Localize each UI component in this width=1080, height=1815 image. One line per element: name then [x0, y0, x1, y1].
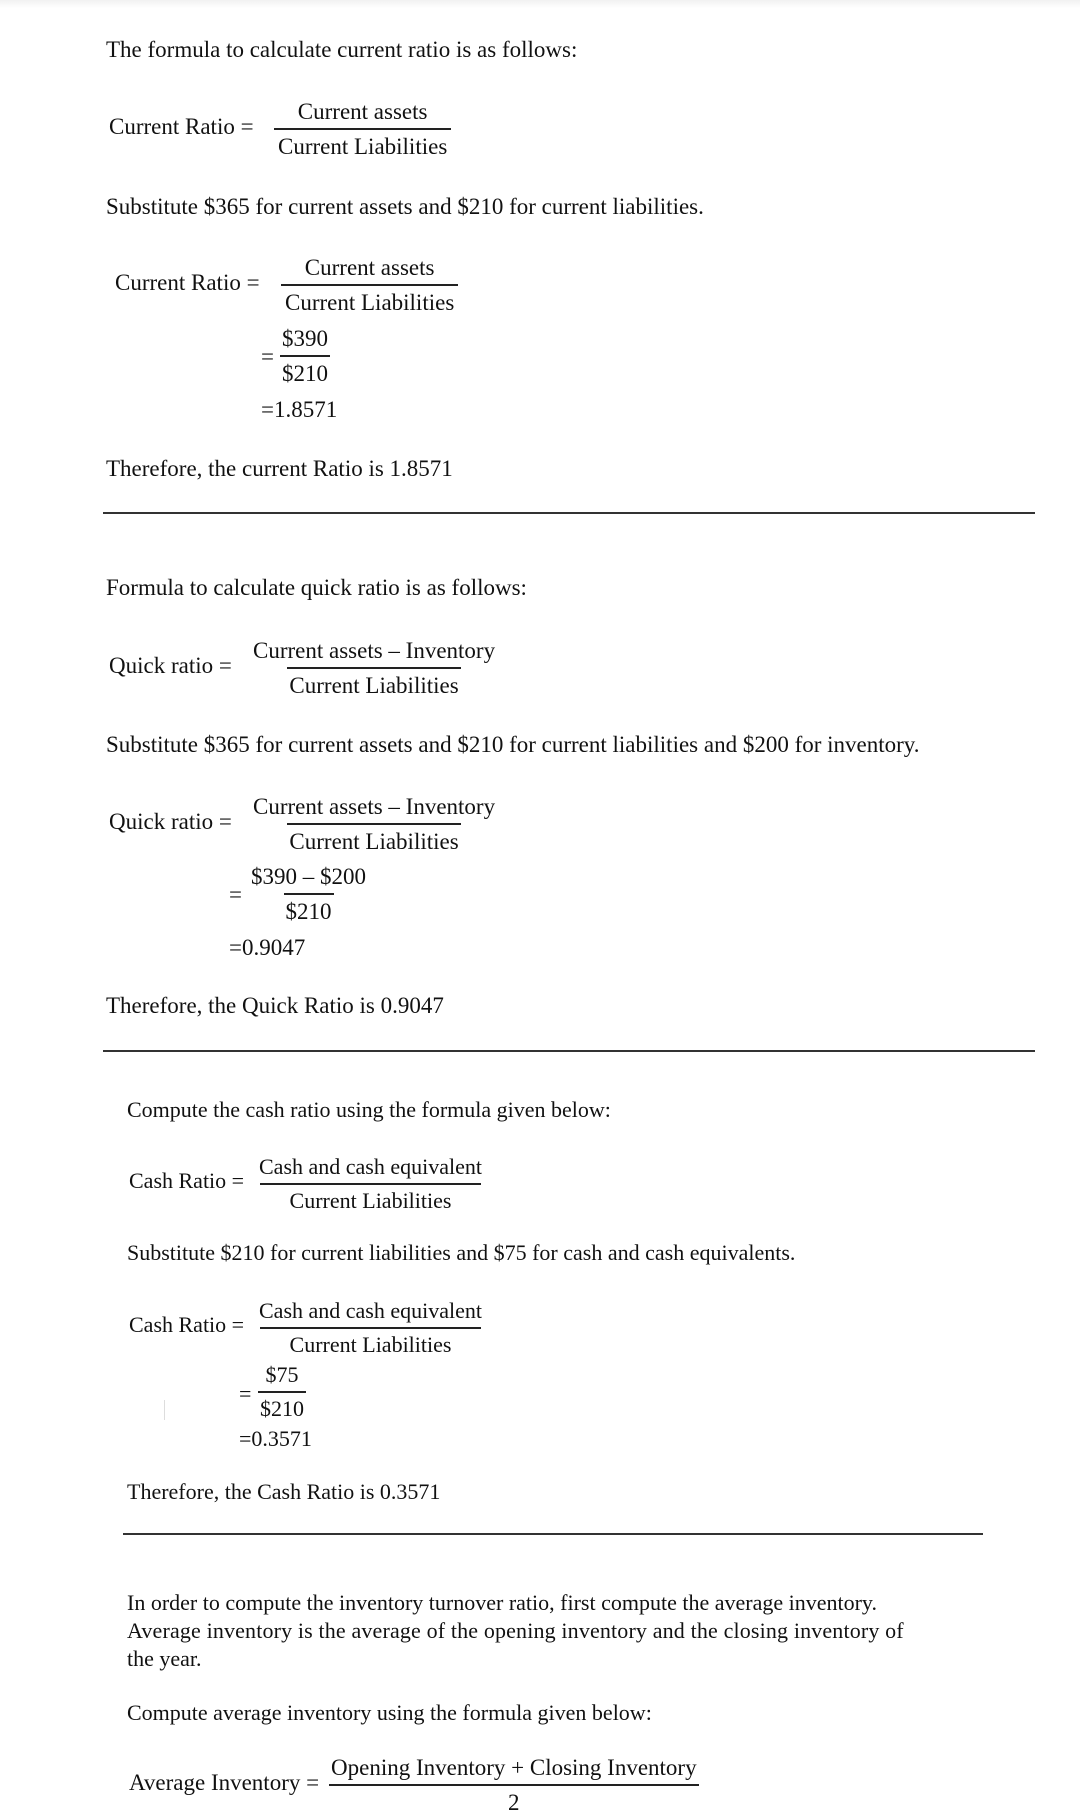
cash-ratio-step-lhs: Cash Ratio =: [129, 1312, 245, 1337]
average-inventory-formula-lhs: Average Inventory =: [129, 1770, 320, 1795]
current-ratio-values-fraction: [280, 327, 330, 385]
quick-ratio-result: =0.9047: [229, 935, 306, 960]
current-ratio-substitute: Substitute $365 for current assets and $210 for current liabilities.: [106, 194, 704, 219]
inventory-intro-line1: In order to compute the inventory turnover ratio, first compute the average inventory.: [127, 1590, 877, 1615]
average-inventory-formula-fraction: [329, 1756, 699, 1814]
current-ratio-result: =1.8571: [261, 397, 338, 422]
cash-ratio-conclusion: Therefore, the Cash Ratio is 0.3571: [127, 1479, 441, 1504]
cash-ratio-substitute: Substitute $210 for current liabilities and $75 for cash and cash equivalents.: [127, 1240, 796, 1265]
current-ratio-step-fraction: [281, 256, 458, 314]
fraction-denominator: $210: [258, 1391, 306, 1420]
inventory-intro-line3: the year.: [127, 1646, 202, 1671]
section-divider: [103, 1050, 1035, 1052]
fraction-numerator: Current assets – Inventory: [253, 794, 496, 819]
fraction-denominator: $210: [284, 893, 334, 923]
cash-ratio-formula-lhs: Cash Ratio =: [129, 1168, 245, 1193]
top-shadow: [0, 0, 1080, 8]
quick-ratio-substitute: Substitute $365 for current assets and $210 for current liabilities and $200 for inventory.: [106, 732, 920, 757]
fraction-denominator: 2: [329, 1784, 699, 1814]
cash-ratio-intro: Compute the cash ratio using the formula given below:: [127, 1097, 611, 1122]
quick-ratio-values-fraction: [249, 865, 368, 923]
quick-ratio-step-fraction: [251, 795, 497, 853]
fraction-numerator: Cash and cash equivalent: [259, 1154, 482, 1179]
quick-ratio-formula-fraction: [251, 639, 497, 697]
fraction-denominator: Current Liabilities: [260, 1327, 482, 1356]
fraction-denominator: Current Liabilities: [274, 128, 451, 158]
fraction-denominator: Current Liabilities: [260, 1183, 482, 1212]
current-ratio-formula-lhs: Current Ratio =: [109, 114, 254, 139]
text-cursor-icon: [164, 1400, 165, 1420]
section-divider: [103, 512, 1035, 514]
fraction-numerator: $390 – $200: [251, 864, 366, 889]
cash-ratio-values-fraction: [258, 1364, 306, 1420]
fraction-numerator: Current assets – Inventory: [253, 638, 496, 663]
fraction-numerator: $390: [282, 326, 328, 351]
cash-ratio-formula-fraction: [257, 1156, 484, 1212]
cash-ratio-step-fraction: [257, 1300, 484, 1356]
fraction-numerator: Cash and cash equivalent: [259, 1298, 482, 1323]
cash-ratio-result: =0.3571: [239, 1426, 312, 1451]
fraction-numerator: Current assets: [304, 255, 435, 280]
section-divider: [123, 1533, 983, 1535]
fraction-denominator: Current Liabilities: [287, 823, 460, 853]
quick-ratio-intro: Formula to calculate quick ratio is as follows:: [106, 575, 527, 600]
inventory-formula-intro: Compute average inventory using the formula given below:: [127, 1700, 652, 1725]
fraction-denominator: Current Liabilities: [281, 284, 458, 314]
fraction-numerator: $75: [265, 1362, 299, 1387]
fraction-numerator: Opening Inventory + Closing Inventory: [331, 1755, 697, 1780]
current-ratio-conclusion: Therefore, the current Ratio is 1.8571: [106, 456, 453, 481]
quick-ratio-step-lhs: Quick ratio =: [109, 809, 232, 834]
quick-ratio-formula-lhs: Quick ratio =: [109, 653, 232, 678]
current-ratio-step2-equals: =: [261, 344, 274, 369]
fraction-denominator: Current Liabilities: [287, 667, 460, 697]
current-ratio-step-lhs: Current Ratio =: [115, 270, 260, 295]
fraction-numerator: Current assets: [297, 99, 428, 124]
fraction-denominator: $210: [280, 355, 330, 385]
inventory-intro-line2: Average inventory is the average of the opening inventory and the closing inventory of: [127, 1618, 904, 1643]
quick-ratio-step2-equals: =: [229, 882, 242, 907]
cash-ratio-step2-equals: =: [239, 1381, 252, 1406]
current-ratio-intro: The formula to calculate current ratio is as follows:: [106, 37, 578, 62]
quick-ratio-conclusion: Therefore, the Quick Ratio is 0.9047: [106, 993, 444, 1018]
current-ratio-formula-fraction: [274, 100, 451, 158]
